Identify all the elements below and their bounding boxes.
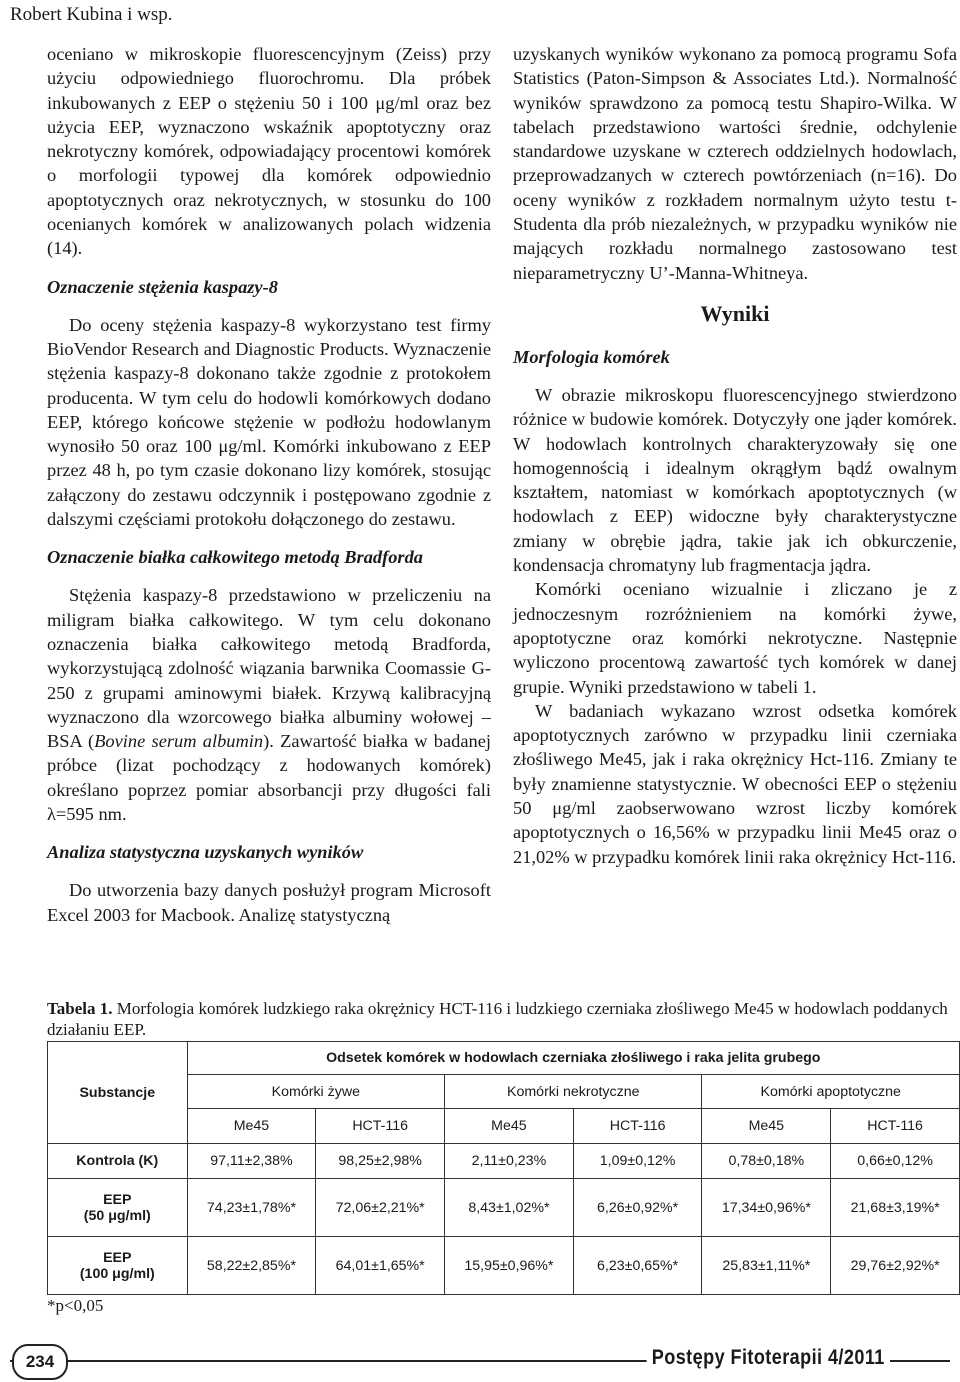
- table-cell: 64,01±1,65%*: [316, 1237, 445, 1295]
- table-cell: 6,26±0,92%*: [573, 1179, 702, 1237]
- row-label: [48, 1179, 188, 1237]
- results-table-wrap: [47, 1041, 960, 1295]
- table-cell: 98,25±2,98%: [316, 1144, 445, 1179]
- row-label: [48, 1144, 188, 1179]
- paragraph: [47, 583, 491, 826]
- table-cell: 6,23±0,65%*: [573, 1237, 702, 1295]
- table-cell: 21,68±3,19%*: [831, 1179, 960, 1237]
- group-header: Komórki żywe: [187, 1075, 444, 1109]
- substance-header: Substancje: [48, 1042, 188, 1144]
- paragraph: Do utworzenia bazy danych posłużył program Microsoft Excel 2003 for Macbook. Analizę statystyczną: [47, 880, 491, 925]
- row-label-line2: (100 μg/ml): [79, 1265, 155, 1282]
- table-cell: 1,09±0,12%: [573, 1144, 702, 1179]
- row-label: [48, 1237, 188, 1295]
- table-cell: 17,34±0,96%*: [702, 1179, 831, 1237]
- cell-line-header: HCT-116: [831, 1109, 960, 1144]
- journal-title: Postępy Fitoterapii 4/2011: [647, 1346, 890, 1370]
- table-row: [48, 1237, 960, 1295]
- section-title-results: Wyniki: [700, 300, 770, 326]
- table-cell: 0,78±0,18%: [702, 1144, 831, 1179]
- cell-line-header: Me45: [445, 1109, 574, 1144]
- text-run: ). Zawartość białka w badanej próbce (lizat pochodzący z hodowanych komórek) określano poprzez pomiar absorbancji przy długości fali λ=595 nm.: [47, 731, 491, 825]
- section-heading-caspase: Oznaczenie stężenia kaspazy-8: [47, 276, 278, 297]
- row-label-line1: Kontrola (K): [76, 1153, 159, 1169]
- table-caption-text: Morfologia komórek ludzkiego raka okrężnicy HCT-116 i ludzkiego czerniaka złośliwego Me45 w hodowlach poddanych działaniu EEP.: [47, 999, 948, 1039]
- paragraph: oceniano w mikroskopie fluorescencyjnym (Zeiss) przy użyciu odpowiedniego fluorochromu. Dla próbek inkubowanych z EEP o stężeniu 50 i 100 μg/ml oraz bez użycia EEP, wyznaczono wskaźnik apoptotyczny oraz nekrotyczny komórek, odpowiadający procentowi komórek o morfologii typowej dla komórek odpowiednio apoptotycznych oraz nekrotycznych, w stosunku do 100 ocenianych komórek w analizowanych polach widzenia (14).: [47, 44, 491, 259]
- table-caption-label: Tabela 1.: [47, 999, 113, 1018]
- text-run: Stężenia kaspazy-8 przedstawiono w przeliczeniu na miligram białka całkowitego. W tym celu dokonano oznaczenia białka całkowitego metodą Bradforda, wykorzystującą zdolność wiązania barwnika Coomassie G-250 z grupami aminowymi białek. Krzywą kalibracyjną wyznaczono dla wzorcowego białka albuminy wołowej – BSA (: [47, 585, 491, 752]
- row-label-line1: EEP: [103, 1191, 132, 1208]
- paragraph: W obrazie mikroskopu fluorescencyjnego stwierdzono różnice w budowie komórek. Dotyczyły one jąder komórek. W hodowlach kontrolnych charakteryzowały się one homogennością i idealnym okrągłym bądź owalnym kształtem, natomiast w komórkach apoptotycznych (w hodowlach z EEP) widoczne były charakterystyczne zmiany w obrębie jądra, takie jak ich obkurczenie, kondensacja chromatyny lub fragmentacja jądra.: [513, 384, 957, 576]
- table-cell: 8,43±1,02%*: [445, 1179, 574, 1237]
- table-cell: 58,22±2,85%*: [187, 1237, 316, 1295]
- table-cell: 15,95±0,96%*: [445, 1237, 574, 1295]
- cell-line-header: HCT-116: [573, 1109, 702, 1144]
- group-header: Komórki nekrotyczne: [445, 1075, 702, 1109]
- cell-line-header: HCT-116: [316, 1109, 445, 1144]
- page-footer: [0, 1338, 960, 1382]
- table-cell: 25,83±1,11%*: [702, 1237, 831, 1295]
- cell-line-header: Me45: [702, 1109, 831, 1144]
- paragraph: W badaniach wykazano wzrost odsetka komórek apoptotycznych zarówno w przypadku linii czerniaka złośliwego Me45, jak i raka okrężnicy Hct-116. Zmiany te były znamienne statystycznie. W obecności EEP o stężeniu 50 μg/ml zaobserwowano wzrost liczby komórek apoptotycznych o 16,56% w przypadku linii Me45 oraz o 21,02% w przypadku komórek linii raka okrężnicy Hct-116.: [513, 700, 957, 867]
- right-column: [513, 42, 957, 869]
- cell-line-header: Me45: [187, 1109, 316, 1144]
- table-header-row: [48, 1042, 960, 1075]
- table-caption: [47, 998, 960, 1040]
- section-heading-morphology: Morfologia komórek: [513, 346, 670, 367]
- section-heading-stats: Analiza statystyczna uzyskanych wyników: [47, 842, 364, 863]
- table-cell: 97,11±2,38%: [187, 1144, 316, 1179]
- group-header: Komórki apoptotyczne: [702, 1075, 960, 1109]
- left-column: [47, 42, 491, 927]
- table-cell: 74,23±1,78%*: [187, 1179, 316, 1237]
- table-row: [48, 1179, 960, 1237]
- row-label-line2: (50 μg/ml): [83, 1207, 151, 1224]
- results-table: [47, 1041, 960, 1295]
- table-row: [48, 1144, 960, 1179]
- italic-term: Bovine serum albumin: [94, 731, 264, 752]
- table-footnote: *p<0,05: [47, 1296, 104, 1315]
- page-number: 234: [12, 1344, 68, 1380]
- section-heading-bradford: Oznaczenie białka całkowitego metodą Bradforda: [47, 547, 423, 568]
- table-cell: 29,76±2,92%*: [831, 1237, 960, 1295]
- row-label-line1: EEP: [103, 1249, 132, 1266]
- main-header: Odsetek komórek w hodowlach czerniaka złośliwego i raka jelita grubego: [187, 1042, 959, 1075]
- paragraph: Komórki oceniano wizualnie i zliczano je z jednoczesnym rozróżnieniem na komórki żywe, apoptotyczne oraz komórki nekrotyczne. Następnie wyliczono procentową zawartość tych komórek w danej grupie. Wyniki przedstawiono w tabeli 1.: [513, 579, 957, 697]
- table-cell: 0,66±0,12%: [831, 1144, 960, 1179]
- table-cell: 72,06±2,21%*: [316, 1179, 445, 1237]
- running-head: Robert Kubina i wsp.: [10, 4, 173, 25]
- paragraph: uzyskanych wyników wykonano za pomocą programu Sofa Statistics (Paton-Simpson & Associates Ltd.). Normalność wyników sprawdzono za pomocą testu Shapiro-Wilka. W tabelach przedstawiono wartości średnie, odchylenie standardowe uzyskane w czterech oddzielnych hodowlach, przeprowadzanych w czterech powtórzeniach (n=16). Do oceny wyników z rozkładem normalnym użyto testu t-Studenta dla prób niezależnych, w przypadku wyników nie mających rozkładu normalnego zastosowano test nieparametryczny U’-Manna-Whitneya.: [513, 44, 957, 283]
- table-cell: 2,11±0,23%: [445, 1144, 574, 1179]
- paragraph: Do oceny stężenia kaspazy-8 wykorzystano test firmy BioVendor Research and Diagnostic Products. Wyznaczenie stężenia kaspazy-8 dokonano także zgodnie z protokołem producenta. W tym celu do hodowli komórkowych dodano EEP, którego końcowe stężenie w podłożu hodowlanym wynosiło 50 oraz 100 μg/ml. Komórki inkubowano z EEP przez 48 h, po tym czasie dokonano lizy komórek, stosując załączony do zestawu odczynnik i postępowano zgodnie z dalszymi częściami protokołu dołączonego do zestawu.: [47, 314, 491, 530]
